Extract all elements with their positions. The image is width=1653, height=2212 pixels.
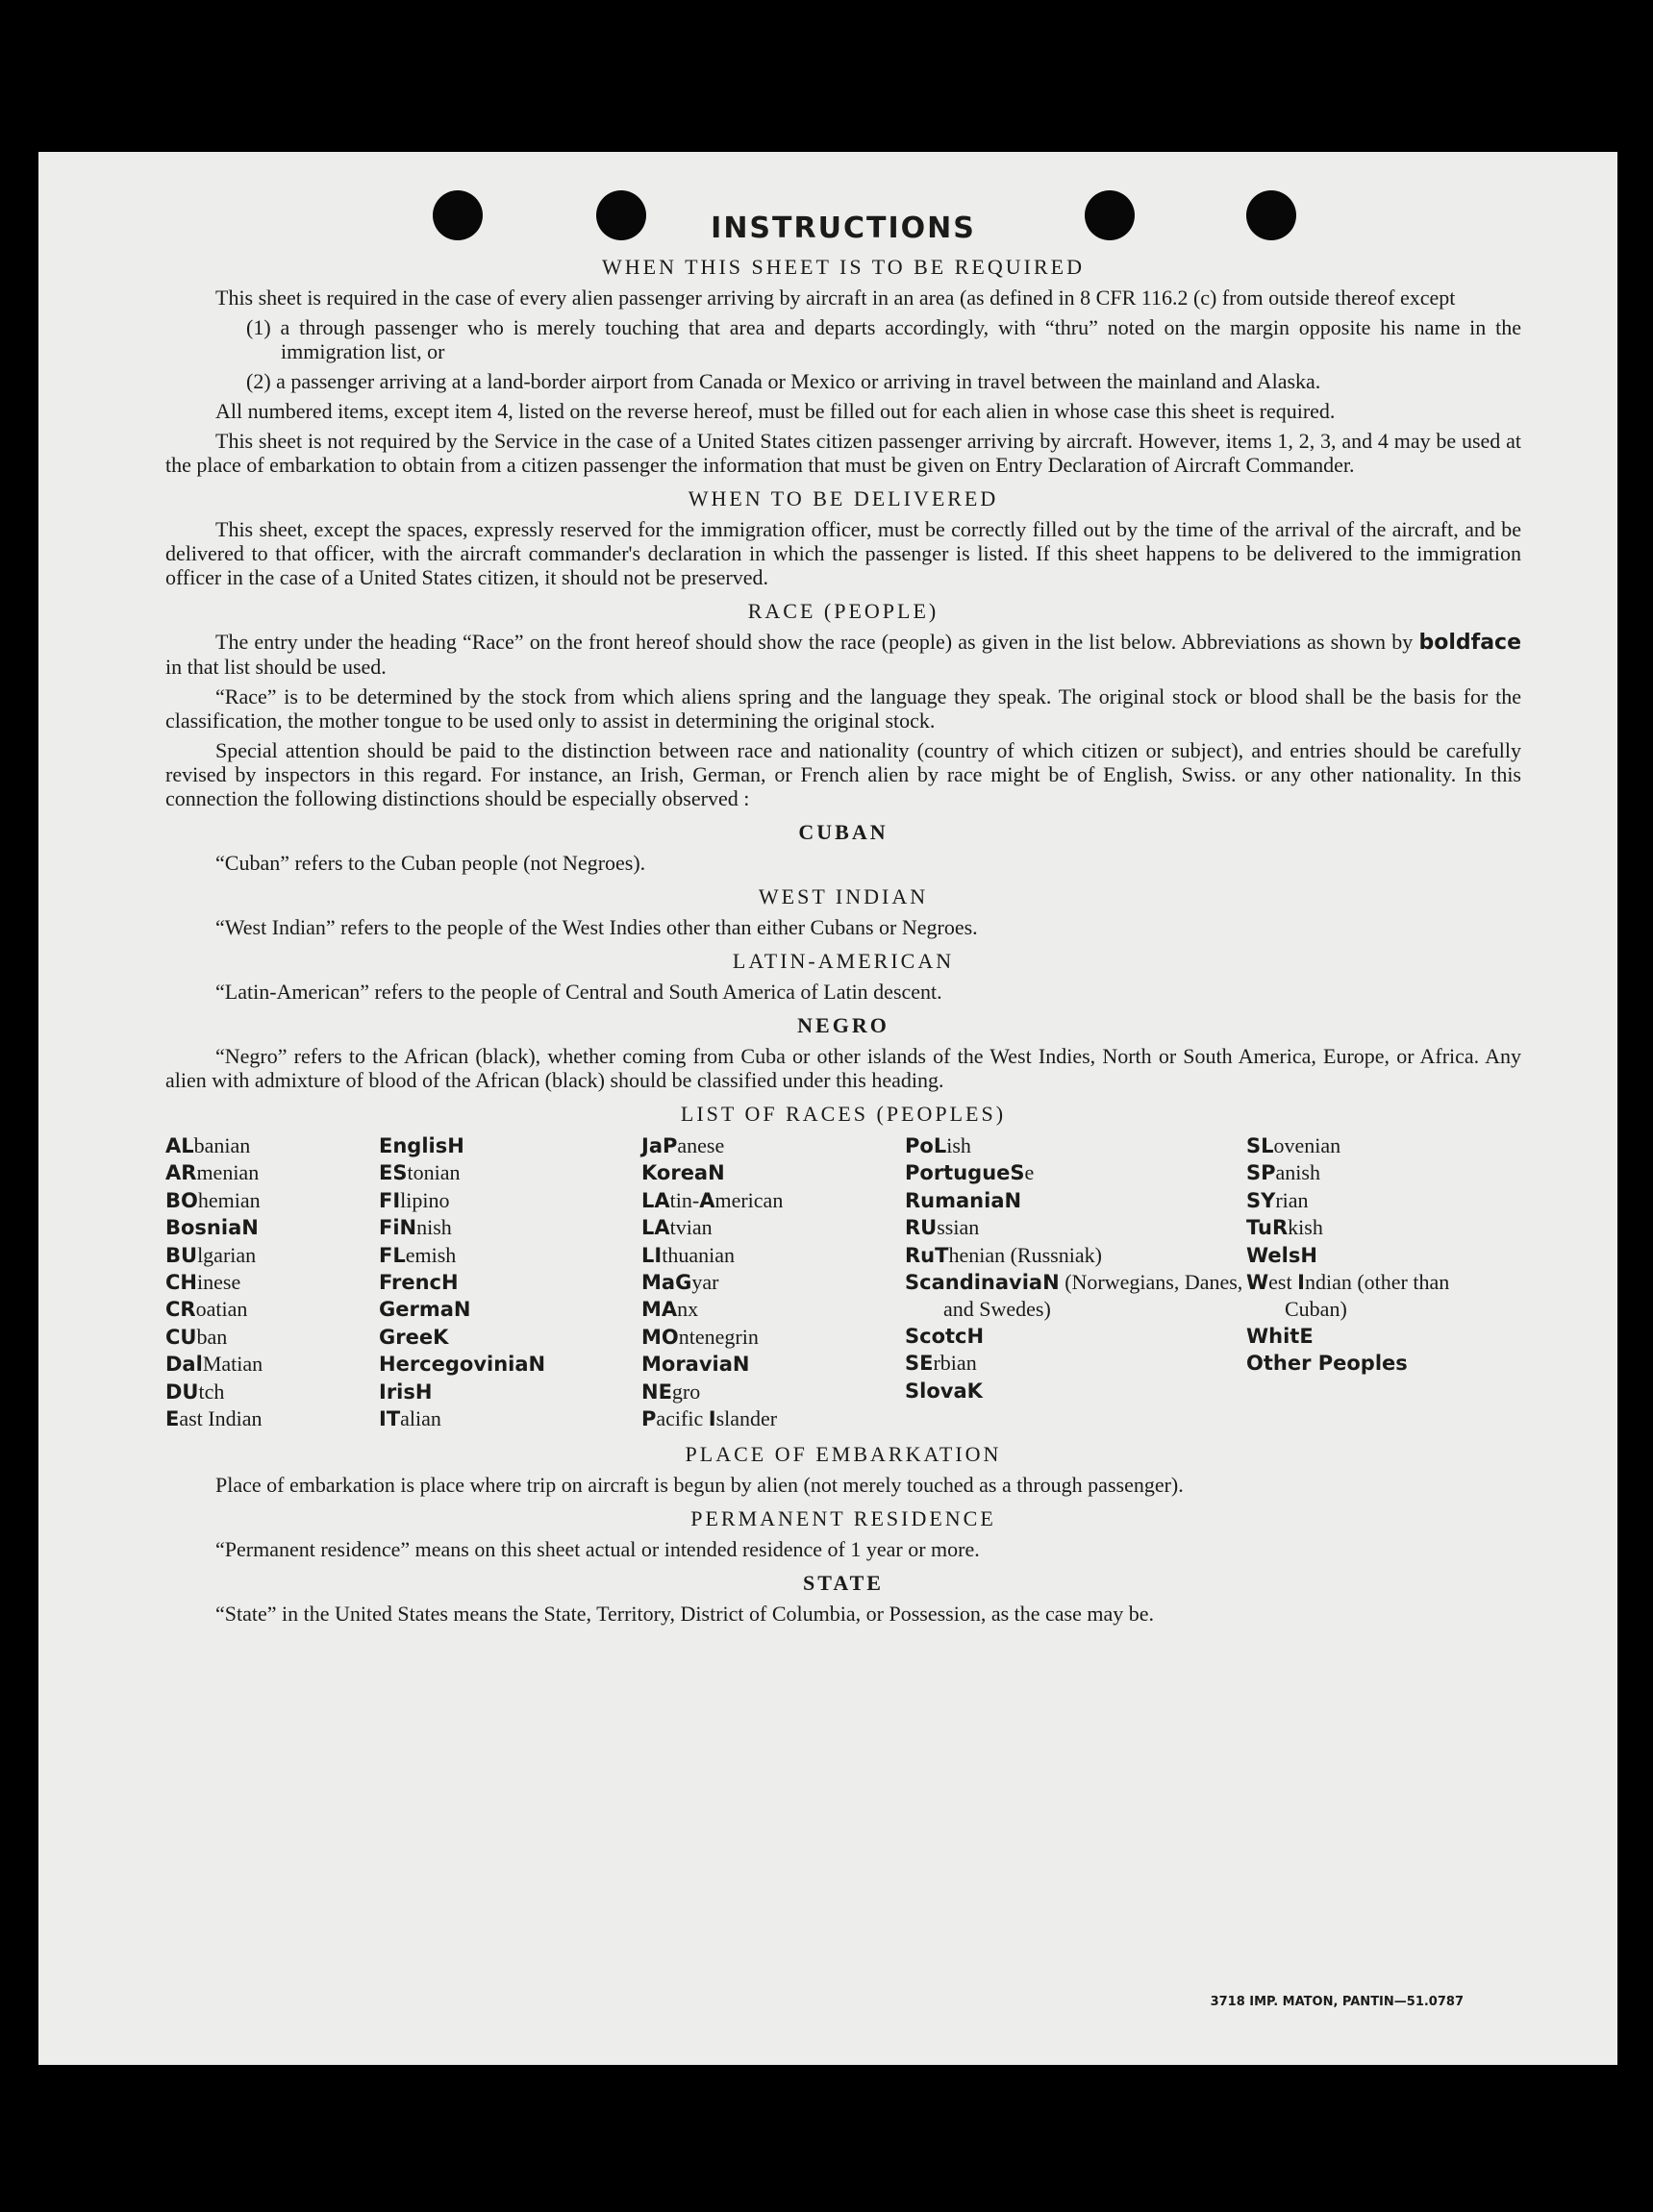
race-segment: G [675, 1271, 692, 1295]
race-segment: K [966, 1379, 983, 1403]
race-segment: MO [641, 1325, 679, 1349]
paragraph: “Race” is to be determined by the stock from which aliens spring and the language they speak. The original stock or blood shall be the basis for the classification, the mother tongue to be used only to assist in determining the original stock. [165, 684, 1521, 733]
race-segment: rian [1275, 1187, 1309, 1212]
punch-hole [1085, 190, 1135, 240]
race-abbreviation [1005, 1189, 1022, 1212]
race-segment: acific [656, 1406, 709, 1431]
printer-mark: 3718 IMP. MATON, PANTIN—51.0787 [1210, 1995, 1464, 2009]
race-segment: N [453, 1298, 471, 1322]
race-abbreviation [905, 1216, 937, 1239]
race-entry [379, 1351, 641, 1378]
race-abbreviation [379, 1216, 400, 1239]
paragraph: Place of embarkation is place where trip on aircraft is begun by alien (not merely touched as a through passenger). [215, 1473, 1184, 1498]
races-column [905, 1132, 1246, 1432]
race-segment: henian (Russniak) [948, 1242, 1102, 1267]
race-segment: N [399, 1216, 417, 1240]
race-entry [379, 1269, 641, 1296]
race-entry [379, 1242, 641, 1269]
race-segment: Scotc [905, 1324, 967, 1348]
race-segment: FI [379, 1188, 401, 1212]
race-entry [379, 1159, 641, 1186]
paragraph [165, 630, 1521, 679]
race-abbreviation [379, 1326, 433, 1349]
race-abbreviation [1246, 1216, 1272, 1239]
race-entry [1246, 1187, 1504, 1214]
race-abbreviation [379, 1134, 447, 1157]
race-segment: H [441, 1271, 459, 1295]
exception-item: (2) a passenger arriving at a land-border airport from Canada or Mexico or arriving in travel between the mainland and Alaska. [246, 369, 1321, 393]
race-abbreviation [165, 1380, 198, 1404]
race-entry [641, 1187, 905, 1214]
race-segment: Hercegovinia [379, 1353, 529, 1377]
race-entry [165, 1242, 379, 1269]
race-entry [641, 1405, 905, 1432]
race-segment: Dal [165, 1353, 203, 1377]
race-abbreviation [663, 1134, 677, 1157]
section-heading-delivered: WHEN TO BE DELIVERED [688, 486, 999, 510]
race-abbreviation [905, 1189, 1005, 1212]
race-segment: N [1004, 1188, 1022, 1212]
race-segment: menian [196, 1160, 260, 1185]
race-abbreviation [675, 1271, 691, 1294]
race-segment: ES [379, 1161, 408, 1185]
race-abbreviation [165, 1134, 194, 1157]
race-segment: alian [400, 1406, 441, 1431]
race-entry [165, 1187, 379, 1214]
race-segment: ban [196, 1324, 228, 1349]
races-list [165, 1132, 1521, 1432]
race-abbreviation [1042, 1271, 1060, 1294]
race-abbreviation [641, 1326, 679, 1349]
race-segment: Bosnia [165, 1216, 242, 1240]
race-segment: SL [1246, 1134, 1274, 1157]
race-entry [641, 1351, 905, 1378]
race-abbreviation [447, 1134, 464, 1157]
race-segment: thuanian [662, 1242, 735, 1267]
race-segment: AL [165, 1134, 194, 1157]
race-segment: yar [691, 1270, 719, 1295]
race-segment: Ru [905, 1243, 936, 1267]
race-abbreviation [441, 1271, 459, 1294]
race-segment: I [1297, 1271, 1305, 1295]
race-segment: Ja [641, 1134, 663, 1157]
race-entry [165, 1379, 379, 1405]
heading-state: STATE [803, 1571, 884, 1596]
races-column [165, 1132, 379, 1432]
race-segment: MA [641, 1298, 678, 1322]
race-segment: ovenian [1273, 1133, 1341, 1157]
race-segment: H [1300, 1243, 1317, 1267]
race-segment: LA [641, 1188, 670, 1212]
race-segment: lipino [400, 1187, 450, 1212]
race-abbreviation [1297, 1271, 1305, 1294]
race-segment: Moravia [641, 1353, 733, 1377]
race-segment: FL [379, 1243, 406, 1267]
race-abbreviation [165, 1244, 197, 1267]
race-segment: N [241, 1216, 259, 1240]
race-abbreviation [641, 1189, 670, 1212]
race-entry [1246, 1350, 1504, 1377]
race-abbreviation [733, 1353, 750, 1376]
race-abbreviation [708, 1161, 725, 1184]
race-abbreviation [967, 1325, 985, 1348]
race-abbreviation [1246, 1161, 1276, 1184]
race-segment: P [662, 1134, 678, 1157]
race-abbreviation [379, 1353, 529, 1376]
race-segment: gro [671, 1379, 701, 1404]
race-abbreviation [165, 1271, 197, 1294]
race-segment: est [1268, 1270, 1298, 1295]
paragraph: This sheet, except the spaces, expressly reserved for the immigration officer, must be correctly filled out by the time of the arrival of the aircraft, and be delivered to that officer, with the aircraft commander's declaration in which the passenger is listed. If this sheet happens to be delivered to the immigration officer in the case of a United States citizen, it should not be preserved. [165, 517, 1521, 589]
race-entry [379, 1379, 641, 1405]
race-segment: nx [677, 1297, 699, 1322]
race-abbreviation [641, 1298, 677, 1321]
race-abbreviation [934, 1134, 946, 1157]
race-segment: tonian [407, 1160, 461, 1185]
race-entry [379, 1405, 641, 1432]
race-abbreviation [641, 1161, 708, 1184]
race-entry [641, 1324, 905, 1351]
race-abbreviation [165, 1216, 241, 1239]
race-entry [379, 1214, 641, 1241]
race-segment: Po [905, 1134, 934, 1157]
race-segment: inese [197, 1270, 241, 1295]
race-abbreviation [1299, 1325, 1313, 1348]
race-entry [905, 1378, 1246, 1404]
race-abbreviation [1246, 1244, 1300, 1267]
race-abbreviation [709, 1407, 716, 1430]
race-abbreviation [905, 1161, 1025, 1184]
punch-hole [433, 190, 483, 240]
race-entry [641, 1132, 905, 1159]
race-abbreviation [641, 1216, 670, 1239]
race-segment: kish [1288, 1215, 1323, 1240]
race-entry [165, 1159, 379, 1186]
race-segment: Englis [379, 1134, 448, 1157]
race-abbreviation [165, 1326, 196, 1349]
race-abbreviation [641, 1407, 656, 1430]
race-segment: ndian (other than Cuban) [1285, 1270, 1450, 1322]
race-abbreviation [415, 1380, 433, 1404]
paragraph: “West Indian” refers to the people of the West Indies other than either Cubans or Negroes. [215, 915, 978, 939]
paragraph: This sheet is not required by the Service in the case of a United States citizen passenger arriving by aircraft. However, items 1, 2, 3, and 4 may be used at the place of embarkation to obtain from a citizen passenger the information that must be given on Entry Declaration of Aircraft Commander. [165, 429, 1521, 477]
race-abbreviation [1272, 1216, 1288, 1239]
race-segment: BU [165, 1243, 198, 1267]
race-abbreviation [454, 1298, 471, 1321]
paragraph: This sheet is required in the case of every alien passenger arriving by aircraft in an area (as defined in 8 CFR 116.2 (c) from outside thereof except [215, 286, 1456, 310]
race-segment: CR [165, 1298, 196, 1322]
race-entry [379, 1187, 641, 1214]
race-segment: K [433, 1325, 449, 1349]
race-abbreviation [165, 1189, 198, 1212]
race-entry [1246, 1214, 1504, 1241]
race-entry [165, 1132, 379, 1159]
race-abbreviation [1246, 1134, 1274, 1157]
race-entry [905, 1242, 1246, 1269]
races-column [641, 1132, 905, 1432]
race-abbreviation [1300, 1244, 1317, 1267]
race-abbreviation [165, 1298, 196, 1321]
race-segment: SE [905, 1352, 934, 1376]
race-entry [641, 1296, 905, 1323]
race-segment: rbian [933, 1351, 977, 1376]
race-segment: SP [1246, 1161, 1276, 1185]
race-segment: Ma [641, 1271, 676, 1295]
paragraph: Special attention should be paid to the distinction between race and nationality (country of which citizen or subject), and entries should be carefully revised by inspectors in this regard. For instance, an Irish, German, or French alien by race might be of English, Swiss. or any other nationality. In this connection the following distinctions should be especially observed : [165, 738, 1521, 810]
race-entry [165, 1405, 379, 1432]
race-abbreviation [165, 1353, 203, 1376]
race-abbreviation [379, 1298, 454, 1321]
race-segment: Gree [379, 1325, 434, 1349]
race-segment: ntenegrin [678, 1324, 759, 1349]
heading-list-of-races: LIST OF RACES (PEOPLES) [680, 1102, 1007, 1126]
race-abbreviation [1246, 1325, 1299, 1348]
race-segment: P [641, 1407, 657, 1431]
punch-hole [1246, 190, 1296, 240]
race-segment: oatian [195, 1297, 248, 1322]
paragraph: “Negro” refers to the African (black), whether coming from Cuba or other islands of the West Indies, North or South America, Europe, or Africa. Any alien with admixture of blood of the African (black) should be classified under this heading. [165, 1044, 1521, 1092]
race-segment: H [414, 1379, 433, 1404]
race-segment: DU [165, 1379, 199, 1404]
race-abbreviation [905, 1352, 933, 1375]
race-abbreviation [905, 1325, 967, 1348]
race-entry [641, 1242, 905, 1269]
race-abbreviation [905, 1134, 934, 1157]
race-segment: CH [165, 1271, 197, 1295]
race-segment: IT [379, 1407, 401, 1431]
race-abbreviation [433, 1326, 448, 1349]
race-abbreviation [241, 1216, 259, 1239]
race-segment: R [1271, 1216, 1289, 1240]
heading-embarkation: PLACE OF EMBARKATION [685, 1442, 1002, 1467]
race-segment: L [933, 1134, 947, 1157]
heading-negro: NEGRO [797, 1013, 889, 1037]
race-segment: BO [165, 1188, 198, 1212]
race-segment: Whit [1246, 1324, 1300, 1348]
race-abbreviation [379, 1189, 400, 1212]
race-segment: NE [641, 1379, 672, 1404]
exception-item: (1) a through passenger who is merely touching that area and departs accordingly, with “thru” noted on the margin opposite his name in the immigration list, or [246, 315, 1521, 363]
race-segment: Wels [1246, 1243, 1301, 1267]
race-abbreviation [699, 1189, 714, 1212]
race-abbreviation [1246, 1352, 1408, 1375]
race-entry [905, 1214, 1246, 1241]
race-segment: N [1042, 1271, 1060, 1295]
race-entry [379, 1132, 641, 1159]
section-heading-race: RACE (PEOPLE) [747, 599, 939, 623]
paragraph: “Latin-American” refers to the people of Central and South America of Latin descent. [215, 980, 942, 1004]
race-entry [641, 1269, 905, 1296]
paragraph: “State” in the United States means the State, Territory, District of Columbia, or Possession, as the case may be. [215, 1602, 1155, 1627]
race-segment: Iris [379, 1379, 415, 1404]
race-entry [165, 1324, 379, 1351]
race-entry [165, 1269, 379, 1296]
race-segment: ish [946, 1133, 971, 1157]
text: in that list should be used. [165, 655, 387, 679]
race-abbreviation [379, 1407, 400, 1430]
race-segment: H [447, 1134, 464, 1157]
race-segment: lgarian [197, 1242, 257, 1267]
race-segment: tin- [669, 1187, 700, 1212]
race-entry [379, 1324, 641, 1351]
race-segment: hemian [197, 1187, 261, 1212]
race-entry [1246, 1242, 1504, 1269]
race-segment: Germa [379, 1298, 454, 1322]
race-abbreviation [379, 1244, 406, 1267]
race-entry [905, 1269, 1246, 1323]
race-segment: Matian [202, 1352, 263, 1377]
race-segment: ast Indian [179, 1406, 263, 1431]
race-entry [905, 1187, 1246, 1214]
race-segment: RU [905, 1216, 938, 1240]
paragraph: All numbered items, except item 4, listed on the reverse hereof, must be filled out for each alien in whose case this sheet is required. [215, 399, 1336, 423]
race-abbreviation [1246, 1189, 1275, 1212]
race-segment: Rumania [905, 1188, 1005, 1212]
race-segment: LI [641, 1243, 663, 1267]
race-segment: anish [1275, 1160, 1320, 1185]
race-abbreviation [905, 1379, 967, 1403]
race-segment: slander [715, 1406, 778, 1431]
race-abbreviation [641, 1244, 662, 1267]
page-title: INSTRUCTIONS [711, 211, 976, 245]
race-abbreviation [641, 1134, 663, 1157]
race-abbreviation [905, 1271, 1042, 1294]
races-column [1246, 1132, 1504, 1432]
instruction-sheet [38, 152, 1617, 2065]
race-entry [641, 1379, 905, 1405]
race-entry [641, 1159, 905, 1186]
race-entry [641, 1214, 905, 1241]
race-abbreviation [379, 1161, 407, 1184]
race-segment: e [1024, 1160, 1035, 1185]
race-segment: H [966, 1324, 985, 1348]
race-segment: Scandinavia [905, 1271, 1043, 1295]
section-heading-required: WHEN THIS SHEET IS TO BE REQUIRED [602, 255, 1085, 279]
race-abbreviation [529, 1353, 546, 1376]
race-segment: nish [416, 1215, 452, 1240]
race-entry [905, 1132, 1246, 1159]
race-entry [905, 1323, 1246, 1350]
race-abbreviation [165, 1407, 179, 1430]
race-segment: AR [165, 1161, 197, 1185]
race-abbreviation [967, 1379, 983, 1403]
boldface-word: boldface [1418, 631, 1521, 655]
race-segment: anese [677, 1133, 725, 1157]
race-abbreviation [641, 1380, 672, 1404]
race-segment: I [708, 1407, 716, 1431]
race-entry [1246, 1269, 1504, 1323]
race-segment: (Norwegians, Danes, and Swedes) [943, 1270, 1243, 1322]
race-segment: emish [405, 1242, 457, 1267]
race-segment: Other Peoples [1246, 1352, 1408, 1376]
race-segment: E [1299, 1324, 1314, 1348]
race-segment: Frenc [379, 1271, 441, 1295]
race-segment: N [528, 1353, 546, 1377]
race-entry [1246, 1132, 1504, 1159]
race-abbreviation [400, 1216, 417, 1239]
race-segment: Korea [641, 1161, 709, 1185]
race-segment: LA [641, 1216, 670, 1240]
race-segment: merican [714, 1187, 784, 1212]
race-entry [165, 1214, 379, 1241]
race-abbreviation [641, 1271, 675, 1294]
race-segment: E [165, 1407, 180, 1431]
race-entry [165, 1296, 379, 1323]
race-abbreviation [1246, 1271, 1268, 1294]
paragraph: “Cuban” refers to the Cuban people (not Negroes). [215, 851, 646, 875]
race-entry [1246, 1323, 1504, 1350]
race-segment: CU [165, 1325, 197, 1349]
race-entry [165, 1351, 379, 1378]
race-entry [379, 1296, 641, 1323]
race-abbreviation [379, 1271, 441, 1294]
race-segment: ssian [937, 1215, 980, 1240]
race-segment: tvian [669, 1215, 713, 1240]
race-entry [905, 1350, 1246, 1377]
race-segment: T [935, 1243, 949, 1267]
text: The entry under the heading “Race” on the front hereof should show the race (people) as given in the list below. Abbreviations as shown by [215, 630, 1414, 654]
heading-latin-american: LATIN-AMERICAN [732, 949, 955, 973]
race-entry [1246, 1159, 1504, 1186]
heading-residence: PERMANENT RESIDENCE [690, 1506, 996, 1531]
race-abbreviation [641, 1353, 733, 1376]
race-segment: Slova [905, 1379, 967, 1403]
races-column [379, 1132, 641, 1432]
race-entry [905, 1159, 1246, 1186]
race-abbreviation [935, 1244, 948, 1267]
race-segment: SY [1246, 1188, 1276, 1212]
heading-west-indian: WEST INDIAN [758, 884, 929, 908]
race-abbreviation [905, 1244, 935, 1267]
race-abbreviation [379, 1380, 415, 1404]
race-segment: A [699, 1188, 715, 1212]
race-segment: PortugueS [905, 1161, 1025, 1185]
race-segment: Fi [379, 1216, 400, 1240]
punch-hole [596, 190, 646, 240]
race-segment: banian [193, 1133, 251, 1157]
heading-cuban: CUBAN [798, 820, 889, 844]
race-segment: Tu [1246, 1216, 1272, 1240]
race-segment: N [708, 1161, 725, 1185]
race-abbreviation [165, 1161, 196, 1184]
race-segment: tch [198, 1379, 225, 1404]
race-segment: W [1246, 1271, 1269, 1295]
race-segment: N [732, 1353, 750, 1377]
paragraph: “Permanent residence” means on this sheet actual or intended residence of 1 year or more. [215, 1537, 980, 1562]
